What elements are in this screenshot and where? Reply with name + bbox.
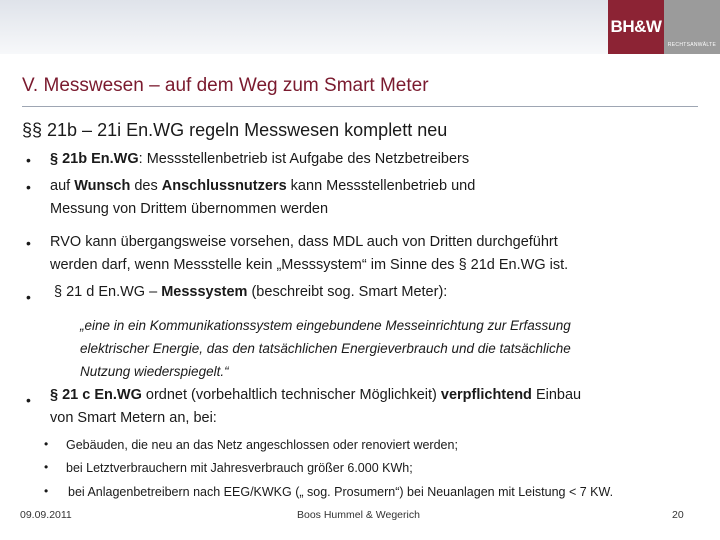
bullet-marker: • — [26, 179, 31, 195]
bullet-marker: • — [26, 289, 31, 305]
quote-line3: Nutzung wiederspiegelt.“ — [80, 364, 229, 379]
quote-line1: „eine in ein Kommunikationssystem eingebundene Messeinrichtung zur Erfassung — [80, 318, 571, 333]
bullet-2-mid: des — [130, 178, 162, 194]
bullet-2-bold2: Anschlussnutzers — [161, 178, 287, 194]
sub-bullet-marker: • — [44, 460, 49, 474]
bullet-marker: • — [26, 152, 31, 168]
title-divider — [22, 106, 698, 107]
slide-title: V. Messwesen – auf dem Weg zum Smart Meter — [22, 75, 429, 96]
definition-quote — [80, 314, 695, 383]
bullet-5-rest: Einbau — [531, 387, 582, 403]
bullet-2-rest: kann Messstellenbetrieb und — [286, 178, 476, 194]
sub-bullet-2: bei Letztverbrauchern mit Jahresverbrauch größer 6.000 KWh; — [66, 461, 413, 475]
bullet-3-line1: RVO kann übergangsweise vorsehen, dass MDL auch von Dritten durchgeführt — [50, 234, 558, 250]
slide-subtitle: §§ 21b – 21i En.WG regeln Messwesen komplett neu — [22, 120, 448, 140]
firm-logo — [608, 0, 720, 54]
logo-brand: BH&W — [608, 0, 664, 54]
bullet-5-line2: von Smart Metern an, bei: — [50, 410, 217, 426]
footer-firm: Boos Hummel & Wegerich — [297, 509, 420, 521]
bullet-2-line2: Messung von Drittem übernommen werden — [50, 201, 329, 217]
bullet-1-text — [50, 148, 690, 171]
sub-bullet-marker: • — [44, 484, 49, 498]
bullet-1-bold: § 21b En.WG — [50, 151, 139, 167]
bullet-marker: • — [26, 392, 31, 408]
bullet-5-text — [50, 384, 690, 430]
bullet-5-mid: ordnet (vorbehaltlich technischer Möglichkeit) — [141, 387, 441, 403]
sub-bullet-1: Gebäuden, die neu an das Netz angeschlossen oder renoviert werden; — [66, 438, 458, 452]
quote-line2: elektrischer Energie, das den tatsächlichen Energieverbrauch und die tatsächliche — [80, 341, 571, 356]
bullet-3-text — [50, 231, 690, 277]
bullet-2-bold1: Wunsch — [74, 178, 131, 194]
logo-tagline: RECHTSANWÄLTE — [664, 0, 720, 54]
bullet-marker: • — [26, 235, 31, 251]
bullet-4-pre: § 21 d En.WG – — [54, 284, 162, 300]
bullet-4-bold: Messsystem — [161, 284, 248, 300]
bullet-4-rest: (beschreibt sog. Smart Meter): — [247, 284, 448, 300]
footer-date: 09.09.2011 — [20, 509, 72, 521]
bullet-2-pre: auf — [50, 178, 75, 194]
bullet-2-text — [50, 175, 690, 221]
bullet-5-bold2: verpflichtend — [440, 387, 532, 403]
bullet-1-rest: : Messstellenbetrieb ist Aufgabe des Netzbetreibers — [138, 151, 470, 167]
page-number: 20 — [672, 509, 684, 521]
bullet-4-text — [54, 281, 694, 304]
bullet-3-line2: werden darf, wenn Messstelle kein „Messsystem“ im Sinne des § 21d En.WG ist. — [50, 257, 569, 273]
sub-bullet-3: bei Anlagenbetreibern nach EEG/KWKG („ sog. Prosumern“) bei Neuanlagen mit Leistung < 7 KW. — [68, 485, 614, 499]
bullet-5-bold1: § 21 c En.WG — [50, 387, 142, 403]
sub-bullet-marker: • — [44, 437, 49, 451]
